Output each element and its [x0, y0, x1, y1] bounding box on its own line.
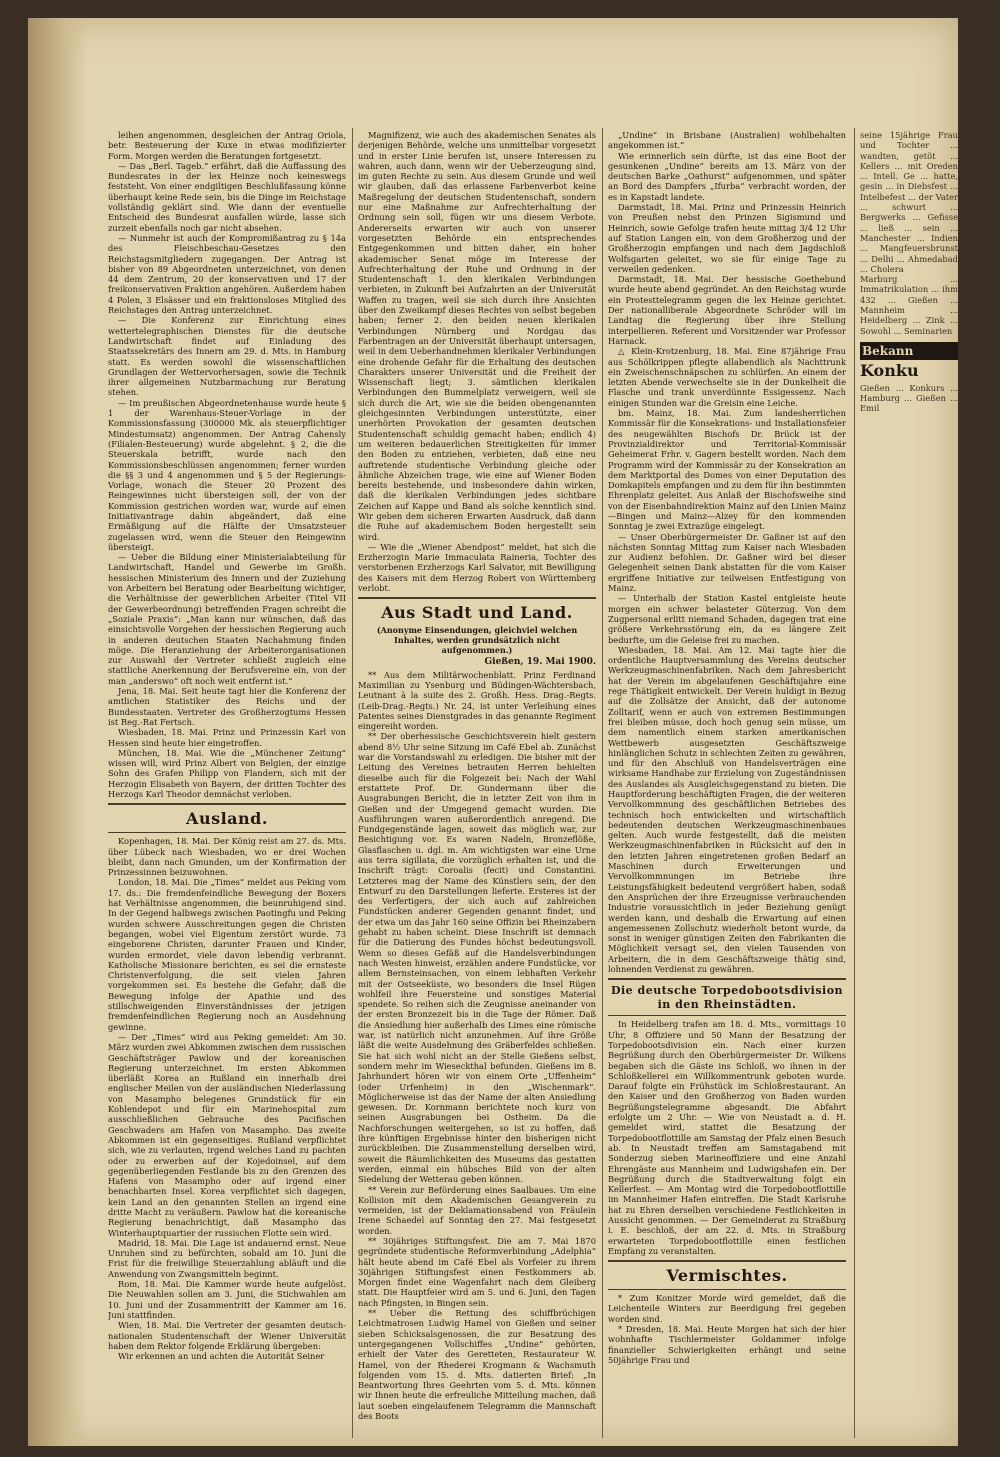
article-paragraph: Magnifizenz, wie auch des akademischen Senates als derjenigen Behörde, welche uns unmittelbar vorgesetzt und in erster Linie berufen ist, unsere Interessen zu wahren, auch dann, wenn wir der Ueberzeugung sind, im guten Rechte zu sein. Aus diesem Grunde und weil wir glauben, daß das erlassene Farbenverbot keine Maßregelung der deutschen Studentenschaft, sondern nur eine Maßnahme zur Aufrechterhaltung der Ordnung sein soll, fügen wir uns diesem Verbote. Andererseits erwarten wir auch von unserer vorgesetzten Behörde ein entsprechendes Entgegenkommen und bitten daher, ein hoher akademischer Senat möge im Interesse der Aufrechterhaltung der Ruhe und Ordnung in der Studentenschaft 1. den klerikalen Verbindungen verbieten, in Zukunft bei Aufzahrten an der Universität Waffen zu tragen, weil sie sich durch ihre Ansichten über den Zweikampf dieses Rechtes von selbst begeben haben; ferner 2. den beiden neuen klerikalen Verbindungen Nürnberg und Nordgau das Farbentragen an der Universität überhaupt untersagen, weil in dem Ueberhandnehmen klerikaler Verbindungen eine drohende Gefahr für die Erhaltung des deutschen Charakters unserer Universität und die Freiheit der Wissenschaft liegt; 3. sämtlichen klerikalen Verbindungen den Bummelplatz verweigern, weil sie sich durch die Art, wie sie die beiden obengenannten gleichgesinnten Verbindungen unterstützte, einer unerhörten Provokation der gesamten deutschen Studentenschaft schuldig gemacht haben; endlich 4) um weiteren bedauerlichen Streitigkeiten für immer den Boden zu entziehen, verbieten, daß eine neu auftretende studentische Verbindung gleiche oder ähnliche Abzeichen trage, wie eine auf Wiener Boden bereits bestehende, und insbesondere dahin wirken, daß die klerikalen Verbindungen jedes sichtbare Zeichen auf Kappe und Band als solche kenntlich sind. Wir geben dem sicheren Erwarten Ausdruck, daß dann die Ruhe auf akademischem Boden hergestellt sein wird.	[358, 130, 596, 542]
section-heading-ausland: Ausland.	[186, 809, 268, 829]
article-paragraph: ** Ueber die Rettung des schiffbrüchigen Leichtmatrosen Ludwig Hamel von Gießen und seiner sieben Schicksalsgenossen, die zur Besatzung des untergegangenen Vollschiffes „Undine“ gehörten, erhielt der Vater des Geretteten, Restaurateur W. Hamel, von der Rhederei Krogmann & Wachsmuth folgenden vom 15. d. Mts. datierten Brief: „In Beantwortung Ihres Geehrten vom 5. d. Mts. können wir Ihnen heute die erfreuliche Mitteilung machen, daß laut soeben eingelaufenem Telegramm die Mannschaft des Boots	[358, 1308, 596, 1422]
article-paragraph: — Der „Times“ wird aus Peking gemeldet: Am 30. März wurden zwei Abkommen zwischen dem russischen Geschäftsträger Pawlow und der koreanischen Regierung unterzeichnet. Im ersten Abkommen überläßt Korea an Rußland ein innerhalb drei englischer Meilen von der ausländischen Niederlassung von Masampho belegenes Grundstück für ein Kohlendepot und für ein Marinehospital zum ausschließlichen Gebrauche des Pacifischen Geschwaders am Hafen von Masampho. Das zweite Abkommen ist ein gegenseitiges. Rußland verpflichtet sich, wie zu verlauten, irgend welches Land zu pachten oder zu erwerben auf der Kojedoinsel, auf dem gegenüberliegenden Festlande bis zu den Grenzen des Hafens von Masampho oder auf irgend einer benachbarten Insel. Korea verpflichtet sich dagegen, kein Land an den genannten Stellen an irgend eine dritte Macht zu veräußern. Pawlow hat die koreanische Regierung benachrichtigt, daß Masampho das Winterhauptquartier der russischen Flotte sein wird.	[108, 1031, 346, 1238]
section-subheading: (Anonyme Einsendungen, gleichviel welchen Inhaltes, werden grundsätzlich nicht aufgenommen.)	[376, 625, 578, 656]
article-paragraph: seine 15jährige Frau und Tochter ... wandten, getöt ... Kellers ... mit Oreden ... Intell. Ge ... hatte, gesin ... in Diebsfest ... Intelbefest ... der Vater ... schwurt ... Bergwerks ... Gefisse ... ließ ... sein ... Manchester ... Indien ... Mangfeuersbrunst ... Delhi ... Ahmedabad ... Cholera	[860, 130, 958, 274]
article-paragraph: München, 18. Mai. Wie die „Münchener Zeitung“ wissen will, wird Prinz Albert von Belgien, der einzige Sohn des Grafen Philipp von Flandern, sich mit der Herzogin Elisabeth von Bayern, der dritten Tochter des Herzogs Karl Theodor demnächst verloben.	[108, 747, 346, 799]
column-3-torpedo-news	[608, 1019, 846, 1256]
article-paragraph: Marburg ... Immatrikulation ... ihm 432 ... Gießen ... Mannheim ... Heidelberg ... Zink ... Sowohl ... Seminarien	[860, 274, 958, 336]
article-paragraph: — Wie die „Wiener Abendpost“ meldet, hat sich die Erzherzogin Marie Immaculata Raineria, Tochter des verstorbenen Erzherzogs Karl Salvator, mit Bewilligung des Kaisers mit dem Herzog Robert von Württemberg verlobt.	[358, 541, 596, 594]
page-binding	[28, 18, 88, 1446]
column-3	[608, 130, 846, 1440]
column-1	[108, 130, 346, 1440]
article-paragraph: — Ueber die Bildung einer Ministerialabteilung für Landwirtschaft, Handel und Gewerbe im Großh. hessischen Ministerium des Innern und der Zuziehung von Arbeitern bei Beratung oder Bearbeitung wichtiger, die Verhältnisse der gewerblichen Arbeiter (Titel VII der Gewerbeordnung) betreffenden Fragen schreibt die „Soziale Praxis“: „Man kann nur wünschen, daß das einsichtsvolle Vorgehen der hessischen Regierung auch in anderen deutschen Staaten Nachahmung finden möge. Die Heranziehung der Arbeiterorganisationen zur Auswahl der Vertreter schließt zugleich eine stattliche Anerkennung der Berufsvereine ein, von der man „anderswo“ oft noch weit entfernt ist.“	[108, 552, 346, 686]
column-4-text-bottom	[860, 383, 958, 414]
article-paragraph: Gießen ... Konkurs ... Hamburg ... Gießen ... Emil	[860, 382, 958, 414]
article-paragraph: Wiesbaden, 18. Mai. Prinz und Prinzessin Karl von Hessen sind heute hier eingetroffen.	[108, 727, 346, 748]
article-paragraph: — Unser Oberbürgermeister Dr. Gaßner ist auf den nächsten Sonntag Mittag zum Kaiser nach Wiesbaden zur Audienz befohlen. Dr. Gaßner wird bei dieser Gelegenheit seinen Dank abstatten für die vom Kaiser ergriffene Initiative zur teilweisen Entfestigung von Mainz.	[608, 531, 846, 594]
article-paragraph: * Zum Konitzer Morde wird gemeldet, daß die Leichenteile Winters zur Beerdigung frei gegeben worden sind.	[608, 1293, 846, 1324]
article-paragraph: In Heidelberg trafen am 18. d. Mts., vormittags 10 Uhr, 8 Offiziere und 50 Mann der Besatzung der Torpedobootsdivision ein. Nach einer kurzen Begrüßung durch den Oberbürgermeister Dr. Wilkens begaben sich die Gäste ins Schloß, wo ihnen in der Schloßkellerei ein Willkommentrunk geboten wurde. Darauf folgte ein Frühstück im Schloßrestaurant. An den Kaiser und den Großherzog von Baden wurden Begrüßungstelegramme abgesandt. Die Abfahrt erfolgte um 2 Uhr. — Wie von Neustadt a. d. H. gemeldet wird, stattet die Besatzung der Torpedobootflottille am Samstag der Pfalz einen Besuch ab. In Neustadt treffen am Samstagabend mit Sonderzug sieben Marineoffiziere und eine Anzahl Ehrengäste aus Mannheim und Ludwigshafen ein. Der Begrüßung durch die Stadtverwaltung folgt ein Kellerfest. — Am Montag wird die Torpedobootflottille im Mannheimer Hafen eintreffen. Die Stadt Karlsruhe hat zu Ehren derselben verschiedene Festlichkeiten in Aussicht genommen. — Der Gemeinderat zu Straßburg i. E. beschloß, der am 22. d. Mts. in Straßburg erwarteten Torpedobootflottille einen festlichen Empfang zu veranstalten.	[608, 1019, 846, 1256]
section-divider	[608, 1260, 846, 1262]
article-paragraph: Wiesbaden, 18. Mai. Am 12. Mai tagte hier die ordentliche Hauptversammlung des Vereins deutscher Werkzeugmaschinenfabriken. Nach dem Jahresbericht hat der Verein im abgelaufenen Geschäftsjahre eine rege Thätigkeit entwickelt. Der Verein huldigt in Bezug auf die Zollsätze der Ansicht, daß der autonome Zolltarif, wenn er auch von extremen Bestimmungen frei bleiben müsse, doch hoch genug sein müsse, um dem namentlich einem starken amerikanischen Wettbewerb ausgesetzten Geschäftszweige hinlänglichen Schutz in schlechten Zeiten zu gewähren, und für den Abschluß von Handelsverträgen eine wirksame Handhabe zur Erzielung von Zugeständnissen des Auslandes als Ausgleichsgegenstand zu bieten. Die Hauptforderung beschäftigten Fragen, die der weiteren Vervollkommnung des geschäftlichen Betriebes des technisch hoch entwickelten und wirtschaftlich bedeutenden deutschen Werkzeugmaschinenbaues gelten. Auch wurde festgestellt, daß die meisten Werkzeugmaschinenfabriken in Rücksicht auf den in den letzten Jahren eingetretenen großen Bedarf an Maschinen durch Erweiterungen und Vervollkommnungen im Betriebe ihre Leistungsfähigkeit bedeutend vergrößert haben, sodaß den Ansprüchen der ihre Erzeugnisse verbrauchenden Industrie voraussichtlich in jeder Beziehung genügt werden kann, und deshalb die Erwartung auf einen angemessenen Zollschutz wiederholt betont wurde, da sonst in weniger günstigen Zeiten den Fabrikanten die Möglichkeit versagt sei, den vielen Tausenden von Arbeitern, die in dem Geschäftszweige thätig sind, lohnenden Verdienst zu gewähren.	[608, 644, 846, 975]
section-divider	[358, 597, 596, 599]
article-paragraph: ** Verein zur Beförderung eines Saalbaues. Um eine Kollision mit dem Akademischen Gesangverein zu vermeiden, ist der Deklamationsabend von Fräulein Irene Schaedel auf Sonntag den 27. Mai festgesetzt worden.	[358, 1184, 596, 1236]
column-rule	[352, 128, 353, 1438]
section-heading-stadt-land: Aus Stadt und Land.	[381, 603, 573, 623]
article-paragraph: Wir erkennen an und achten die Autorität Seiner	[118, 1351, 325, 1362]
column-3-paragraphs	[608, 130, 846, 974]
article-paragraph: Wie erinnerlich sein dürfte, ist das eine Boot der gesunkenen „Undine“ bereits am 13. März von der deutschen Barke „Oathurst“ aufgenommen, und später an Bord des Dampfers „Ifurba“ verbracht worden, der es in Kapstadt landete.	[608, 150, 846, 202]
article-paragraph: — Unterhalb der Station Kastel entgleiste heute morgen ein schwer belasteter Güterzug. Von dem Zugpersonal erlitt niemand Schaden, dagegen trat eine größere Verkehrsstörung ein, da es längere Zeit bedurfte, um die Geleise frei zu machen.	[608, 593, 846, 645]
section-divider	[608, 1289, 846, 1290]
article-paragraph: ** Der oberhessische Geschichtsverein hielt gestern abend 8½ Uhr seine Sitzung im Café Ebel ab. Zunächst war die Vorstandswahl zu erledigen. Die bisher mit der Leitung des Vereines betrauten Herren behielten dieselbe auch für die Folgezeit bei: Nach der Wahl erstattete Prof. Dr. Gundermann über die Ausgrabungen Bericht, die in letzter Zeit von ihm in Gießen und der Umgegend gemacht wurden. Die Ausführungen waren außerordentlich anregend. Die Fundgegenstände lagen, soweit das möglich war, zur Besichtigung vor. Es waren Nadeln, Bronzeflöße, Glasflaschen u. dgl. m. Am wichtigsten war eine Urne aus terra sigillata, die vorzüglich erhalten ist, und die Inschrift trägt: Coroalis (fecit) und Constantini. Letzteres mag der Name des Künstlers sein, der den Entwurf zu den Darstellungen lieferte. Ersteres ist der des Verfertigers, der sich auch auf zahlreichen Fundstücken anderer Gegenden genannt findet, und der etwa um das Jahr 160 seine Offizin bei Rheinzabern gehabt zu haben scheint. Diese Inschrift ist demnach für die Datierung des Fundes höchst bedeutungsvoll. Wenn so dieses Gefäß auf die Handelsverbindungen nach Westen hinweist, erzählen andere Fundstücke, vor allem Bernsteinsachen, von einem lebhaften Verkehr mit der Ostseeküste, wo besonders die Insel Rügen wohlfeil ihre Feuersteine und sonstiges Material spendete. So reihen sich die Zeugnisse aneinander von der ersten Bronzezeit bis in die Tage der Römer. Daß die Ansiedlung hier außerhalb des Limes eine römische war, ist natürlich nicht anzunehmen. Auf ihre Größe läßt die weite Ausdehnung des Gräberfeldes schließen. Sie hat sich wohl nicht an der Stelle Gießens selbst, sondern mehr im Wieseckthal befunden. Gießens im 8. Jahrhundert hören wir von einem Orte „Uffenheim“ (oder Urfenheim) in den „Wischenmark“. Möglicherweise ist das der Name der alten Ansiedlung gewesen. Dr. Kornmann berichtete noch kurz von seinen Ausgrabungen bei Ostheim. Da die Nachforschungen weitergehen, so ist zu hoffen, daß ihre künftigen Ergebnisse hinter den bisherigen nicht zurückbleiben. Die Zusammenstellung derselben wird, soweit die Räumlichkeiten des Museums das gestatten werden, einmal ein hübsches Bild von der alten Siedelung der Wetterau geben können.	[358, 731, 596, 1185]
article-paragraph: London, 18. Mai. Die „Times“ meldet aus Peking vom 17. ds.: Die fremdenfeindliche Bewegung der Boxers hat Verhältnisse angenommen, die beunruhigend sind. In der Gegend halbwegs zwischen Paotingfu und Peking wurden schwere Ausschreitungen gegen die Christen begangen, wobei viel Eigentum zerstört wurde. 73 eingeborene Christen, darunter Frauen und Kinder, wurden ermordet, viele davon lebendig verbrannt. Katholische Missionare berichten, es sei die ernsteste Christenverfolgung, die seit vielen Jahren vorgekommen sei. Es bestehe die Gefahr, daß die Bewegung infolge der Apathie und des stillschweigenden Einverständnisses der jetzigen fremdenfeindlichen Regierung noch an Ausdehnung gewinne.	[108, 877, 346, 1032]
article-paragraph: Darmstadt, 18. Mai. Der hessische Goethebund wurde heute abend gegründet. An den Reichstag wurde ein Protesttelegramm gegen die lex Heinze gerichtet. Der nationalliberale Abgeordnete Schröder will im Landtag die Regierung über ihre Stellung interpellieren. Referent und Vorsitzender war Professor Harnack.	[608, 274, 846, 346]
article-paragraph: Wien, 18. Mai. Die Vertreter der gesamten deutsch-nationalen Studentenschaft der Wiener Universität haben dem Rektor folgende Erklärung übergeben:	[108, 1320, 346, 1351]
column-2-local-news	[358, 670, 596, 1422]
article-paragraph: — Die Konferenz zur Einrichtung eines wettertelegraphischen Dienstes für die deutsche Landwirtschaft findet auf Einladung des Staatssekretärs des Innern am 29. d. Mts. in Hamburg statt. Es werden sowohl die wissenschaftlichen Grundlagen der Wettervorhersagen, sowie die Technik ihrer allgemeinen Nutzbarmachung zur Beratung stehen.	[108, 315, 346, 398]
column-2-paragraphs	[358, 130, 596, 593]
column-2	[358, 130, 596, 1440]
section-heading-vermischtes: Vermischtes.	[666, 1266, 788, 1286]
column-3-miscellaneous	[608, 1293, 846, 1365]
section-divider	[108, 832, 346, 833]
article-paragraph: leihen angenommen, desgleichen der Antrag Oriola, betr. Besteuerung der Kuxe in etwas modifizierter Form. Morgen werden die Beratungen fortgesetzt.	[108, 130, 346, 161]
section-divider	[108, 803, 346, 805]
article-paragraph: Jena, 18. Mai. Seit heute tagt hier die Konferenz der amtlichen Statistiker des Reichs und der Bundesstaaten. Vertreter des Großherzogtums Hessen ist Reg.-Rat Fertsch.	[108, 686, 346, 727]
advert-box-bekanntmachung: Bekann	[860, 342, 958, 360]
article-paragraph: Madrid, 18. Mai. Die Lage ist andauernd ernst. Neue Unruhen sind zu befürchten, sobald am 10. Juni die Frist für die freiwillige Steuerzahlung abläuft und die Anwendung von Zwangsmitteln beginnt.	[108, 1237, 346, 1279]
article-paragraph: — Im preußischen Abgeordnetenhause wurde heute § 1 der Warenhaus-Steuer-Vorlage in der Kommissionsfassung (300000 Mk. als steuerpflichtiger Mindestumsatz) angenommen. Der Antrag Cahensly (Filialen-Besteuerung) wurde abgelehnt. § 2, die die Steuerskala betrifft, wurde nach den Kommissionsbeschlüssen angenommen; ferner wurden die §§ 3 und 4 angenommen und § 5 der Regierungs-Vorlage, wonach die Steuer 20 Prozent des Reingewinnes nicht übersteigen soll, der von der Kommission gestrichen worden war, wurde auf einen Initiativantrage dahin abgeändert, daß eine Ermäßigung auf die Hälfte der Umsatzsteuer zugelassen wird, wenn die Steuer den Reingewinn übersteigt.	[108, 397, 346, 552]
article-paragraph: ** 30jähriges Stiftungsfest. Die am 7. Mai 1870 gegründete studentische Reformverbindung „Adelphia“ hält heute abend im Café Ebel als Vorfeier zu ihrem 30jährigen Stiftungsfest einen Festkommers ab. Morgen findet eine Wagenfahrt nach dem Gleiberg statt. Die Hauptfeier wird am 5. und 6. Juni, den Tagen nach Pfingsten, in Bingen sein.	[358, 1235, 596, 1308]
dateline: Gießen, 19. Mai 1900.	[484, 657, 596, 668]
column-rule	[854, 128, 855, 1438]
column-4-text-top	[860, 130, 958, 336]
column-rule	[602, 128, 603, 1438]
article-paragraph: bm. Mainz, 18. Mai. Zum landesherrlichen Kommissär für die Konsekrations- und Installationsfeier des neugewählten Bischofs Dr. Brück ist der Provinzialdirektor und Territorial-Kommissär Geheimerat Frhr. v. Gagern bestellt worden. Nach dem Programm wird der Kommissär zu der Konsekration an dem Marktportal des Domes von einer Deputation des Domkapitels empfangen und zu dem für ihn bestimmten Ehrenplatz geleitet. Aus Anlaß der Bischofsweihe sind von der Eisenbahndirektion Mainz auf den Linien Mainz—Bingen und Mainz—Alzey für den kommenden Sonntag je zwei Extrazüge eingelegt.	[608, 408, 846, 532]
article-paragraph: ** Aus dem Militärwochenblatt. Prinz Ferdinand Maximilian zu Ysenburg und Büdingen-Wächtersbach, Leutnant à la suite des 2. Großh. Hess. Drag.-Regts. (Leib-Drag.-Regts.) Nr. 24, ist unter Verleihung eines Patentes seines Dienstgrades in das genannte Regiment eingereiht worden.	[358, 669, 596, 732]
newspaper-page	[28, 18, 958, 1446]
article-paragraph: — Nunmehr ist auch der Kompromißantrag zu § 14a des Fleischbeschau-Gesetzes den Reichstagsmitgliedern zugegangen. Der Antrag ist bisher von 89 Abgeordneten unterzeichnet, von denen 44 dem Zentrum, 20 der konservativen und 17 der freikonservativen Fraktion angehören. Außerdem haben 4 Polen, 3 Elsässer und ein fraktionsloses Mitglied des Reichstages den Antrag unterzeichnet.	[108, 232, 346, 316]
article-paragraph: Kopenhagen, 18. Mai. Der König reist am 27. ds. Mts. über Lübeck nach Wiesbaden, wo er drei Wochen bleibt, dann nach Gmunden, um der Konfirmation der Prinzessinnen beizuwohnen.	[108, 836, 346, 878]
article-paragraph: „Undine“ in Brisbane (Australien) wohlbehalten angekommen ist.“	[608, 130, 846, 151]
article-paragraph: Rom, 18. Mai. Die Kammer wurde heute aufgelöst. Die Neuwahlen sollen am 3. Juni, die Stichwahlen am 10. Juni und der Zusammentritt der Kammer am 16. Juni stattfinden.	[108, 1279, 346, 1320]
column-1-paragraphs	[108, 130, 346, 799]
article-paragraph: Darmstadt, 18. Mai. Prinz und Prinzessin Heinrich von Preußen nebst den Prinzen Sigismund und Heinrich, sowie Gefolge trafen heute mittag 3/4 12 Uhr auf Station Langen ein, von dem Großherzog und der Großherzogin empfangen und nach dem Jagdschloß Wolfsgarten geleitet, wo sie für einige Tage zu verweilen gedenken.	[608, 202, 846, 274]
column-4-cropped	[860, 130, 958, 1440]
column-1-foreign-news	[108, 836, 346, 1361]
article-paragraph: △ Klein-Krotzenburg, 18. Mai. Eine 87jährige Frau aus Schölkrippen pflegte allabendlich als Nachttrunk ein Zweischenschnäpschen zu schlürfen. An einem der letzten Abende verwechselte sie in der Dunkelheit die Flasche und trank unverdünnte Essigessenz. Nach einigen Stunden war die Greisin eine Leiche.	[608, 346, 846, 408]
advert-heading-konkurs: Konku	[860, 361, 919, 381]
section-divider	[608, 1015, 846, 1016]
article-paragraph: — Das „Berl. Tageb.“ erfährt, daß die Auffassung des Bundesrates in der lex Heinze noch keineswegs feststeht. Von einer endgiltigen Beschlußfassung könne überhaupt keine Rede sein, bis die Dinge im Reichstage vollständig geklärt sind. Wie dann der eventuelle Entscheid des Bundesrat ausfallen würde, lasse sich zurzeit ebenfalls noch gar nicht absehen.	[108, 160, 346, 233]
section-divider	[608, 978, 846, 980]
section-heading-torpedo: Die deutsche Torpedobootsdivision in den Rheinstädten.	[610, 984, 844, 1012]
article-paragraph: * Dresden, 18. Mai. Heute Morgen hat sich der hier wohnhafte Tischlermeister Goldammer infolge finanzieller Schwierigkeiten erhängt und seine 50jährige Frau und	[608, 1324, 846, 1365]
